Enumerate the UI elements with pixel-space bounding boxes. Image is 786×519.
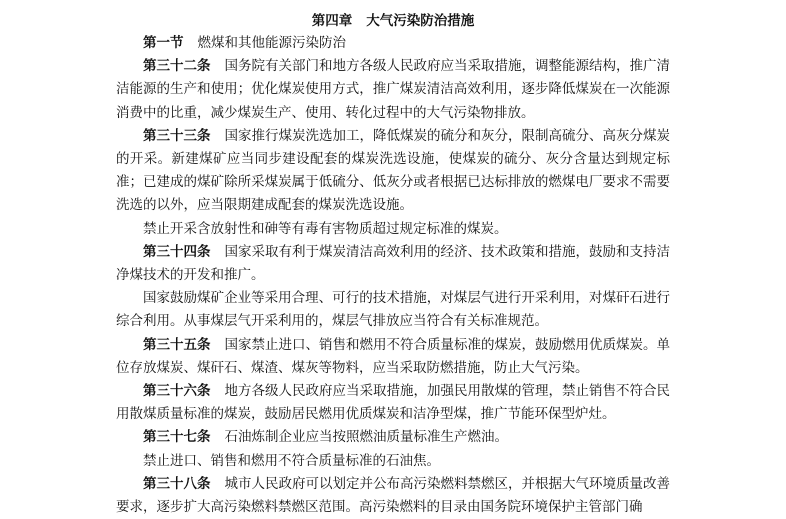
paragraph-text: 城市人民政府可以划定并公布高污染燃料禁燃区，并根据大气环境质量改善要求，逐步扩大高污染燃料禁燃区范围。高污染燃料的目录由国务院环境保护主管部门确 xyxy=(116,475,670,516)
paragraph-text: 禁止开采含放射性和砷等有毒有害物质超过规定标准的煤炭。 xyxy=(143,220,508,237)
article-number: 第三十八条 xyxy=(143,475,211,492)
paragraph xyxy=(116,218,670,241)
document-page xyxy=(116,10,670,519)
article-number: 第三十五条 xyxy=(143,336,211,353)
article-number: 第三十四条 xyxy=(143,243,211,260)
paragraph xyxy=(116,125,670,218)
chapter-heading xyxy=(116,10,670,32)
paragraph-text: 国家禁止进口、销售和燃用不符合质量标准的煤炭，鼓励燃用优质煤炭。单位存放煤炭、煤矸石、煤渣、煤灰等物料，应当采取防燃措施，防止大气污染。 xyxy=(116,336,670,376)
paragraph-text: 石油炼制企业应当按照燃油质量标准生产燃油。 xyxy=(224,429,508,446)
paragraph-text: 国家采取有利于煤炭清洁高效利用的经济、技术政策和措施，鼓励和支持洁净煤技术的开发和推广。 xyxy=(116,243,670,284)
paragraph-text: 地方各级人民政府应当采取措施，加强民用散煤的管理，禁止销售不符合民用散煤质量标准的煤炭，鼓励居民燃用优质煤炭和洁净型煤，推广节能环保型炉灶。 xyxy=(116,383,670,423)
paragraph-text: 国家鼓励煤矿企业等采用合理、可行的技术措施，对煤层气进行开采利用，对煤矸石进行综合利用。从事煤层气开采利用的，煤层气排放应当符合有关标准规范。 xyxy=(116,290,670,330)
article-number: 第三十七条 xyxy=(143,429,211,446)
paragraph-text: 国家推行煤炭洗选加工，降低煤炭的硫分和灰分，限制高硫分、高灰分煤炭的开采。新建煤矿应当同步建设配套的煤炭洗选设施，使煤炭的硫分、灰分含量达到规定标准；已建成的煤矿除所采煤炭属于低硫分、低灰分或者根据已达标排放的燃煤电厂要求不需要洗选的以外，应当限期建成配套的煤炭洗选设施。 xyxy=(116,127,670,214)
section-heading xyxy=(116,32,670,55)
paragraph xyxy=(116,287,670,333)
paragraph xyxy=(116,334,670,380)
article-number: 第三十二条 xyxy=(143,58,211,75)
paragraph xyxy=(116,241,670,287)
paragraph xyxy=(116,426,670,449)
paragraph xyxy=(116,450,670,473)
paragraph xyxy=(116,473,670,519)
article-number: 第三十三条 xyxy=(143,127,211,144)
section-title: 燃煤和其他能源污染防治 xyxy=(197,35,346,51)
chapter-number: 第四章 xyxy=(311,13,353,29)
paragraph xyxy=(116,380,670,426)
paragraph-text: 禁止进口、销售和燃用不符合质量标准的石油焦。 xyxy=(143,452,440,469)
section-number: 第一节 xyxy=(143,35,184,51)
paragraph-text: 国务院有关部门和地方各级人民政府应当采取措施，调整能源结构，推广清洁能源的生产和使用；优化煤炭使用方式，推广煤炭清洁高效利用，逐步降低煤炭在一次能源消费中的比重，减少煤炭生产、使用、转化过程中的大气污染物排放。 xyxy=(116,58,670,121)
article-number: 第三十六条 xyxy=(143,383,211,400)
chapter-title: 大气污染防治措施 xyxy=(366,13,475,29)
paragraph xyxy=(116,55,670,125)
